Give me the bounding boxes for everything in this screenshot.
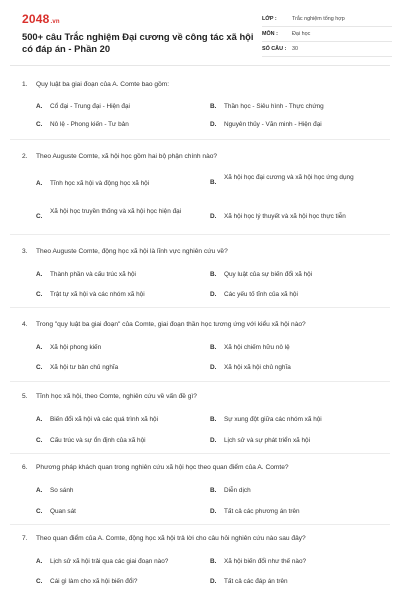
meta-value: Trắc nghiệm tổng hợp bbox=[292, 16, 345, 22]
answer-option-c[interactable] bbox=[36, 290, 208, 299]
answer-option-b[interactable] bbox=[210, 270, 382, 279]
answer-option-c[interactable] bbox=[36, 363, 208, 372]
option-text: Xã hội học truyền thống và xã hội học hiện đại bbox=[50, 208, 182, 215]
meta-label: LỚP : bbox=[262, 16, 277, 22]
option-text: Xã hội học đại cương và xã hội học ứng dụng bbox=[224, 174, 354, 181]
option-letter: B. bbox=[210, 487, 217, 494]
option-letter: A. bbox=[36, 271, 43, 278]
option-letter: D. bbox=[210, 578, 217, 585]
meta-label: SỐ CÂU : bbox=[262, 46, 287, 52]
option-letter: B. bbox=[210, 558, 217, 565]
answer-option-d[interactable] bbox=[210, 577, 382, 586]
option-text: Xã hội tư bản chủ nghĩa bbox=[50, 364, 119, 371]
option-letter: A. bbox=[36, 344, 43, 351]
option-letter: A. bbox=[36, 487, 43, 494]
option-text: Thành phần và cấu trúc xã hội bbox=[50, 271, 136, 278]
option-text: Các yếu tố tĩnh của xã hội bbox=[224, 291, 298, 298]
question-item bbox=[10, 80, 390, 140]
option-letter: C. bbox=[36, 121, 43, 128]
question-number: 5. bbox=[22, 393, 28, 400]
option-letter: B. bbox=[210, 179, 217, 186]
option-text: Biến đổi xã hội và các quá trình xã hội bbox=[50, 416, 158, 423]
question-number: 6. bbox=[22, 464, 28, 471]
question-item bbox=[10, 463, 390, 525]
question-number: 1. bbox=[22, 81, 28, 88]
header bbox=[10, 0, 390, 66]
answer-option-b[interactable] bbox=[210, 173, 382, 187]
option-letter: B. bbox=[210, 344, 217, 351]
question-text: Trong "quy luật ba giai đoạn" của Comte, giai đoạn thần học tương ứng với kiểu xã hội nào? bbox=[36, 321, 306, 328]
question-item bbox=[10, 247, 390, 308]
meta-label: MÔN : bbox=[262, 31, 278, 37]
question-title bbox=[22, 392, 197, 401]
answer-option-d[interactable] bbox=[210, 363, 382, 372]
option-text: Lịch sử và sự phát triển xã hội bbox=[224, 437, 310, 444]
option-letter: C. bbox=[36, 364, 43, 371]
answer-option-d[interactable] bbox=[210, 436, 382, 445]
option-letter: C. bbox=[36, 437, 43, 444]
option-text: Xã hội phong kiến bbox=[50, 344, 102, 351]
option-letter: D. bbox=[210, 213, 217, 220]
question-text: Theo Auguste Comte, xã hội học gồm hai bộ phận chính nào? bbox=[36, 153, 218, 160]
option-letter: D. bbox=[210, 437, 217, 444]
option-letter: A. bbox=[36, 558, 43, 565]
question-text: Phương pháp khách quan trong nghiên cứu xã hội học theo quan điểm của A. Comte? bbox=[36, 464, 289, 471]
answer-option-c[interactable] bbox=[36, 436, 208, 445]
option-text: Cổ đại - Trung đại - Hiện đại bbox=[50, 103, 130, 110]
option-text: Trật tự xã hội và các nhóm xã hội bbox=[50, 291, 145, 298]
option-letter: C. bbox=[36, 578, 43, 585]
option-letter: A. bbox=[36, 103, 43, 110]
option-letter: B. bbox=[210, 271, 217, 278]
option-text: Cấu trúc và sự ổn định của xã hội bbox=[50, 437, 146, 444]
question-title bbox=[22, 463, 289, 472]
option-letter: A. bbox=[36, 416, 43, 423]
question-title bbox=[22, 320, 306, 329]
answer-option-b[interactable] bbox=[210, 415, 382, 424]
option-text: So sánh bbox=[50, 487, 74, 494]
meta-value: Đại học bbox=[292, 31, 311, 37]
question-item bbox=[10, 152, 390, 235]
option-letter: C. bbox=[36, 213, 43, 220]
option-text: Sự xung đột giữa các nhóm xã hội bbox=[224, 416, 322, 423]
option-letter: D. bbox=[210, 121, 217, 128]
answer-option-a[interactable] bbox=[36, 486, 208, 495]
answer-option-a[interactable] bbox=[36, 343, 208, 352]
answer-option-a[interactable] bbox=[36, 557, 208, 566]
site-logo[interactable] bbox=[22, 12, 60, 26]
option-text: Tất cả các phương án trên bbox=[224, 508, 300, 515]
option-letter: C. bbox=[36, 508, 43, 515]
answer-option-b[interactable] bbox=[210, 486, 382, 495]
answer-option-b[interactable] bbox=[210, 557, 382, 566]
option-text: Lịch sử xã hội trải qua các giai đoạn nào? bbox=[50, 558, 169, 565]
question-text: Theo quan điểm của A. Comte, động học xã hội trả lời cho câu hỏi nghiên cứu nào sau đây? bbox=[36, 535, 306, 542]
answer-option-a[interactable] bbox=[36, 179, 208, 188]
logo-main: 2048 bbox=[22, 12, 50, 26]
option-letter: C. bbox=[36, 291, 43, 298]
meta-row-count bbox=[262, 42, 392, 57]
option-text: Quy luật của sự biến đổi xã hội bbox=[224, 271, 313, 278]
answer-option-c[interactable] bbox=[36, 207, 208, 221]
answer-option-c[interactable] bbox=[36, 577, 208, 586]
answer-option-b[interactable] bbox=[210, 102, 382, 111]
answer-option-d[interactable] bbox=[210, 507, 382, 516]
option-letter: B. bbox=[210, 416, 217, 423]
answer-option-c[interactable] bbox=[36, 507, 208, 516]
question-text: Theo Auguste Comte, động học xã hội là lĩnh vực nghiên cứu về? bbox=[36, 248, 228, 255]
option-text: Cái gì làm cho xã hội biến đổi? bbox=[50, 578, 138, 585]
question-item bbox=[10, 320, 390, 382]
option-text: Xã hội chiếm hữu nô lệ bbox=[224, 344, 290, 351]
answer-option-c[interactable] bbox=[36, 120, 208, 129]
option-letter: D. bbox=[210, 291, 217, 298]
question-number: 7. bbox=[22, 535, 28, 542]
question-item bbox=[10, 534, 390, 596]
option-text: Thần học - Siêu hình - Thực chứng bbox=[224, 103, 324, 110]
question-item bbox=[10, 392, 390, 454]
question-title bbox=[22, 534, 306, 543]
option-text: Tĩnh học xã hội và động học xã hội bbox=[50, 180, 150, 187]
meta-row-class bbox=[262, 12, 392, 27]
meta-row-subject bbox=[262, 27, 392, 42]
option-text: Xã hội biến đổi như thế nào? bbox=[224, 558, 307, 565]
question-text: Tĩnh học xã hội, theo Comte, nghiên cứu về vấn đề gì? bbox=[36, 393, 197, 400]
answer-option-a[interactable] bbox=[36, 102, 208, 111]
answer-option-b[interactable] bbox=[210, 343, 382, 352]
option-text: Xã hội học lý thuyết và xã hội học thực tiễn bbox=[224, 213, 346, 220]
option-letter: B. bbox=[210, 103, 217, 110]
option-text: Tất cả các đáp án trên bbox=[224, 578, 288, 585]
option-letter: D. bbox=[210, 508, 217, 515]
answer-option-a[interactable] bbox=[36, 415, 208, 424]
question-number: 2. bbox=[22, 153, 28, 160]
answer-option-a[interactable] bbox=[36, 270, 208, 279]
option-text: Diễn dịch bbox=[224, 487, 251, 494]
logo-tld: .vn bbox=[50, 19, 60, 25]
meta-value: 30 bbox=[292, 46, 298, 52]
page-title: 500+ câu Trắc nghiệm Đại cương về công tác xã hội có đáp án - Phần 20 bbox=[22, 31, 254, 54]
question-title bbox=[22, 80, 169, 89]
answer-option-d[interactable] bbox=[210, 120, 382, 129]
option-text: Nô lệ - Phong kiến - Tư bản bbox=[50, 121, 129, 128]
meta-table bbox=[262, 12, 392, 57]
question-title bbox=[22, 247, 228, 256]
option-text: Nguyên thủy - Văn minh - Hiện đại bbox=[224, 121, 322, 128]
option-text: Xã hội xã hội chủ nghĩa bbox=[224, 364, 291, 371]
option-text: Quan sát bbox=[50, 508, 76, 515]
option-letter: A. bbox=[36, 180, 43, 187]
option-letter: D. bbox=[210, 364, 217, 371]
question-text: Quy luật ba giai đoạn của A. Comte bao gồm: bbox=[36, 81, 170, 88]
answer-option-d[interactable] bbox=[210, 290, 382, 299]
question-title bbox=[22, 152, 217, 161]
question-number: 4. bbox=[22, 321, 28, 328]
answer-option-d[interactable] bbox=[210, 212, 382, 221]
question-number: 3. bbox=[22, 248, 28, 255]
